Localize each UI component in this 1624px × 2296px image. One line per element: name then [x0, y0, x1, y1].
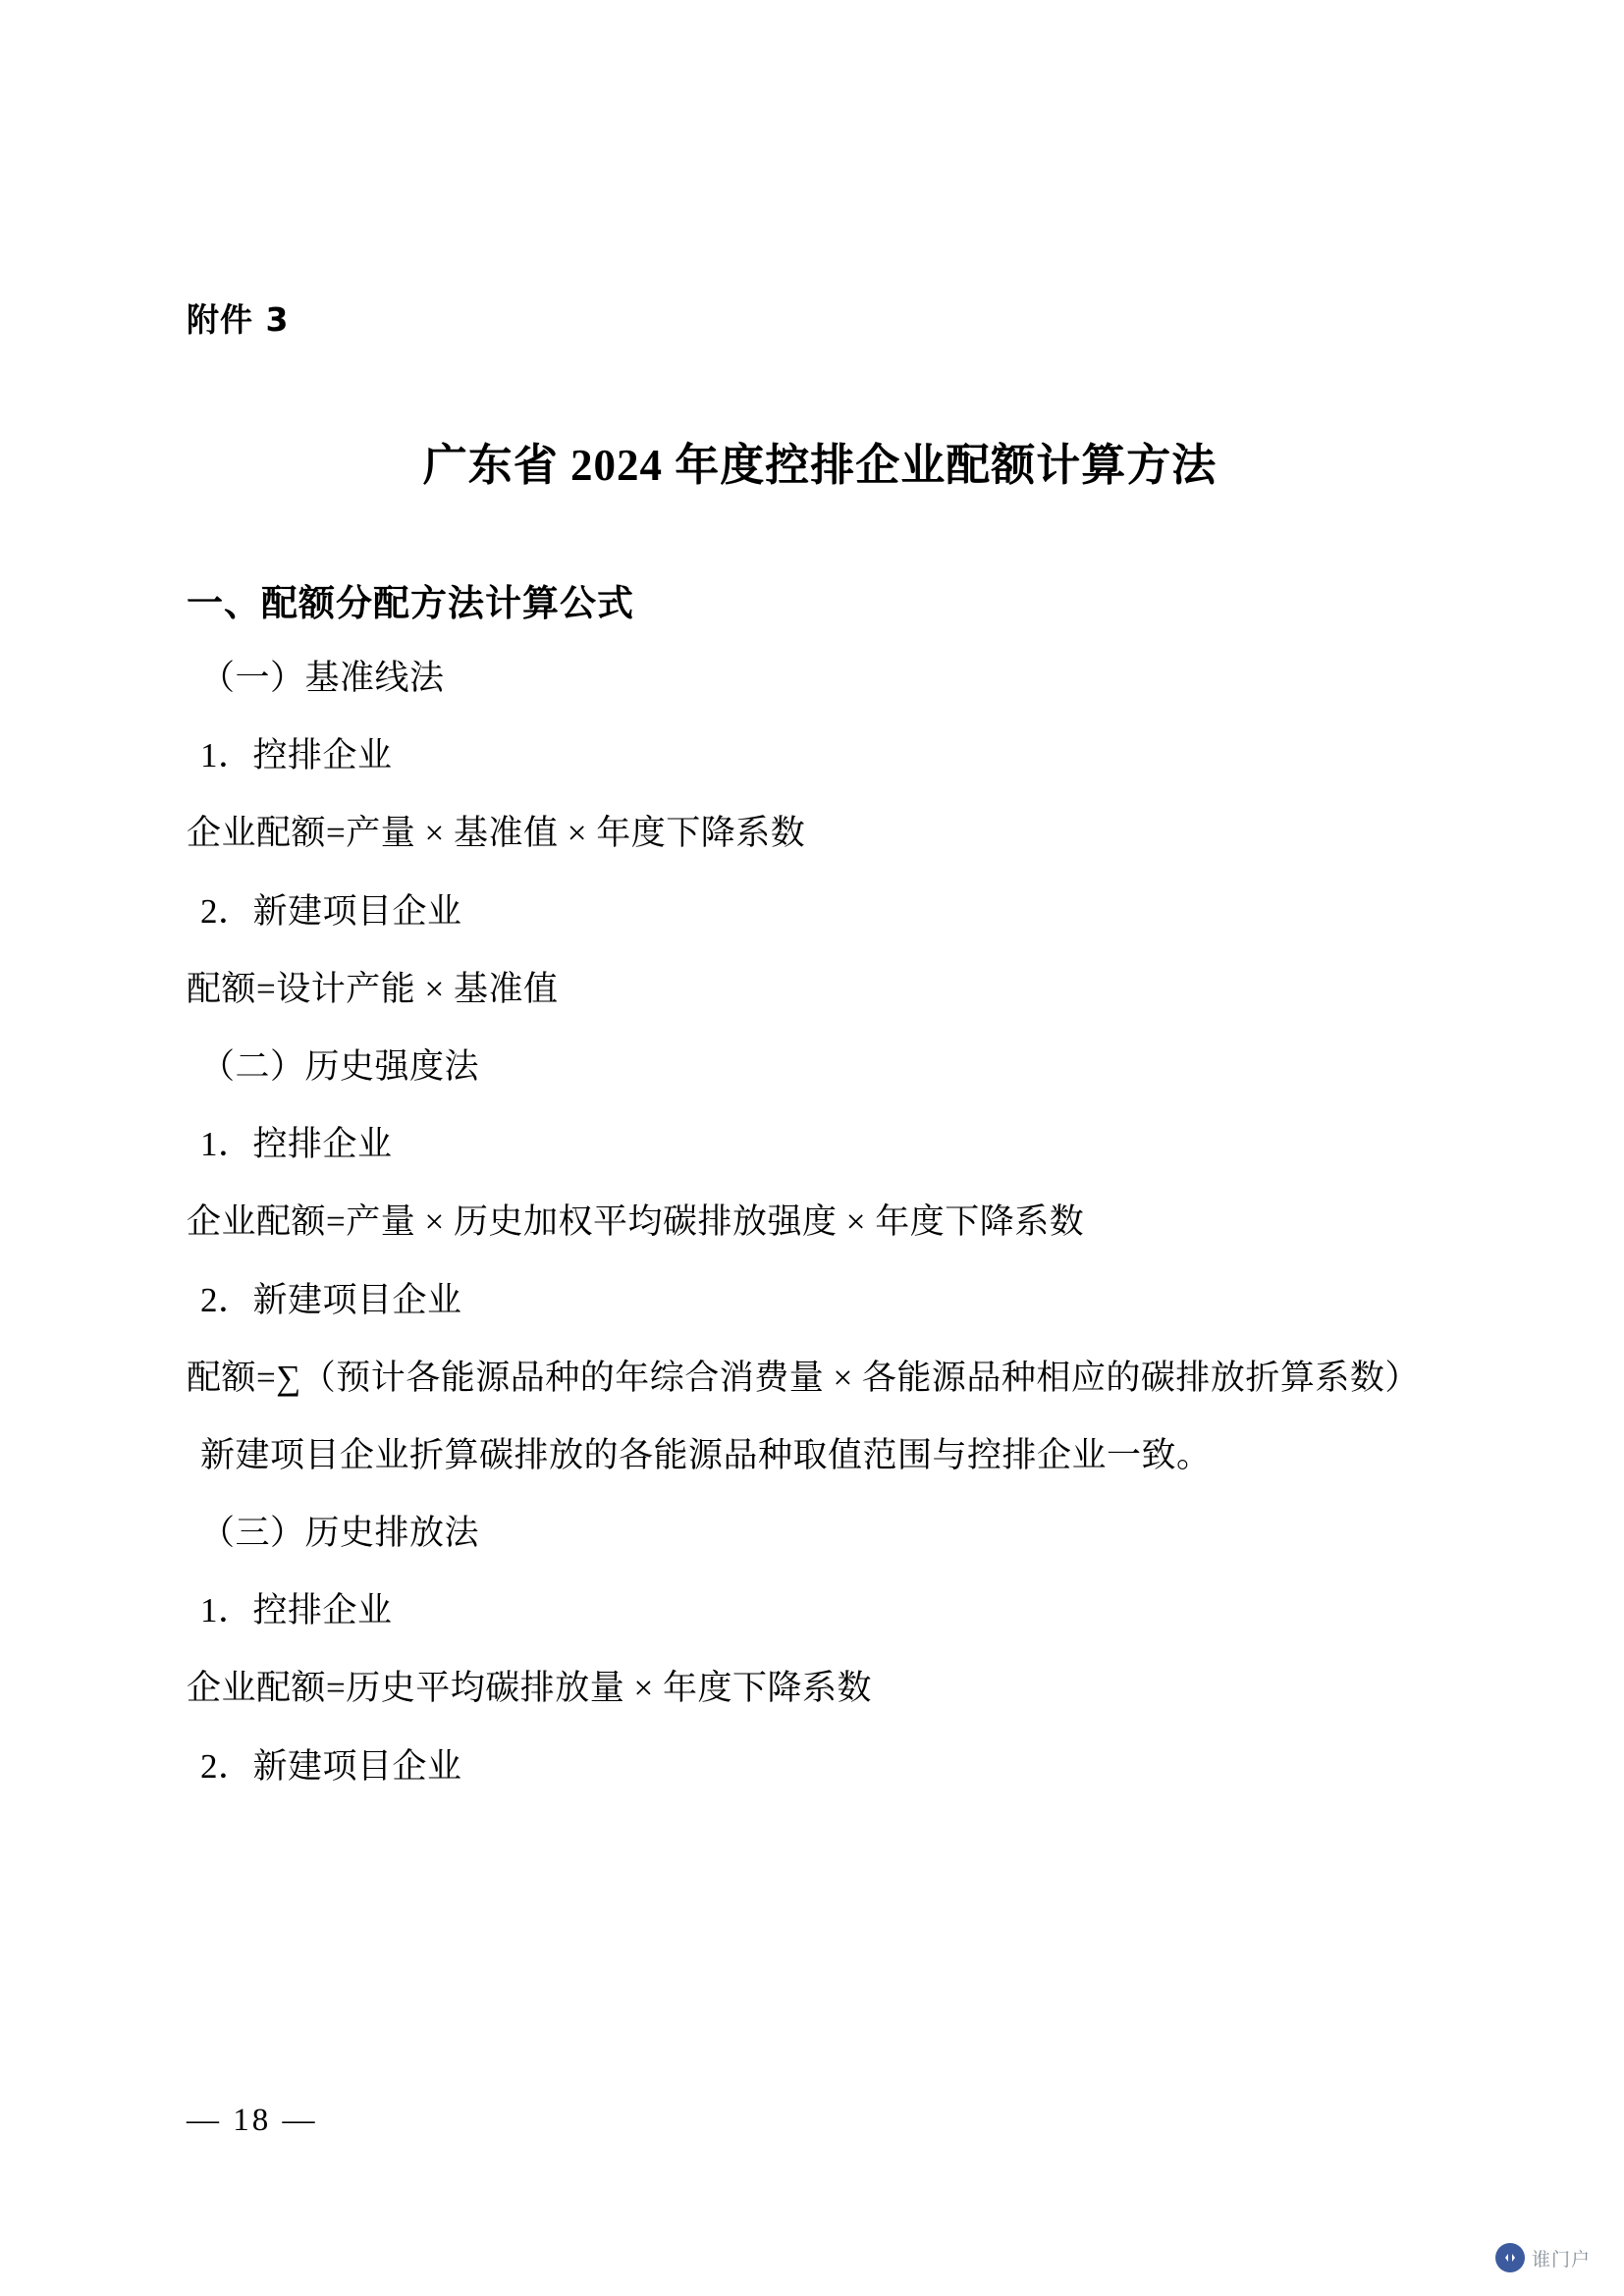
section-heading: 一、配额分配方法计算公式 [187, 582, 634, 624]
paragraph: （一）基准线法 [200, 659, 445, 697]
formula-line: 企业配额=产量 × 基准值 × 年度下降系数 [187, 814, 806, 853]
paragraph: 1．控排企业 [200, 736, 393, 775]
paragraph: 1．控排企业 [200, 1125, 393, 1164]
page-title: 广东省 2024 年度控排企业配额计算方法 [422, 441, 1218, 490]
paragraph: （二）历史强度法 [200, 1046, 480, 1086]
paragraph: 2．新建项目企业 [200, 1280, 462, 1319]
page-content [187, 0, 1453, 1792]
page-number: — 18 — [187, 2103, 318, 2138]
formula-line: 企业配额=产量 × 历史加权平均碳排放强度 × 年度下降系数 [187, 1202, 1085, 1242]
formula-line: 配额=∑（预计各能源品种的年综合消费量 × 各能源品种相应的碳排放折算系数） [187, 1358, 1420, 1397]
attachment-label: 附件 3 [187, 300, 290, 339]
paragraph: （三）历史排放法 [200, 1514, 480, 1553]
formula-line: 配额=设计产能 × 基准值 [187, 969, 559, 1008]
watermark-text: 谁门户 [1531, 2248, 1591, 2270]
watermark [1495, 2243, 1591, 2272]
paragraph: 1．控排企业 [200, 1591, 393, 1630]
paragraph: 2．新建项目企业 [200, 891, 462, 931]
formula-line: 企业配额=历史平均碳排放量 × 年度下降系数 [187, 1669, 872, 1708]
watermark-logo-icon [1495, 2243, 1525, 2272]
paragraph: 新建项目企业折算碳排放的各能源品种取值范围与控排企业一致。 [200, 1435, 1212, 1474]
paragraph: 2．新建项目企业 [200, 1746, 462, 1786]
